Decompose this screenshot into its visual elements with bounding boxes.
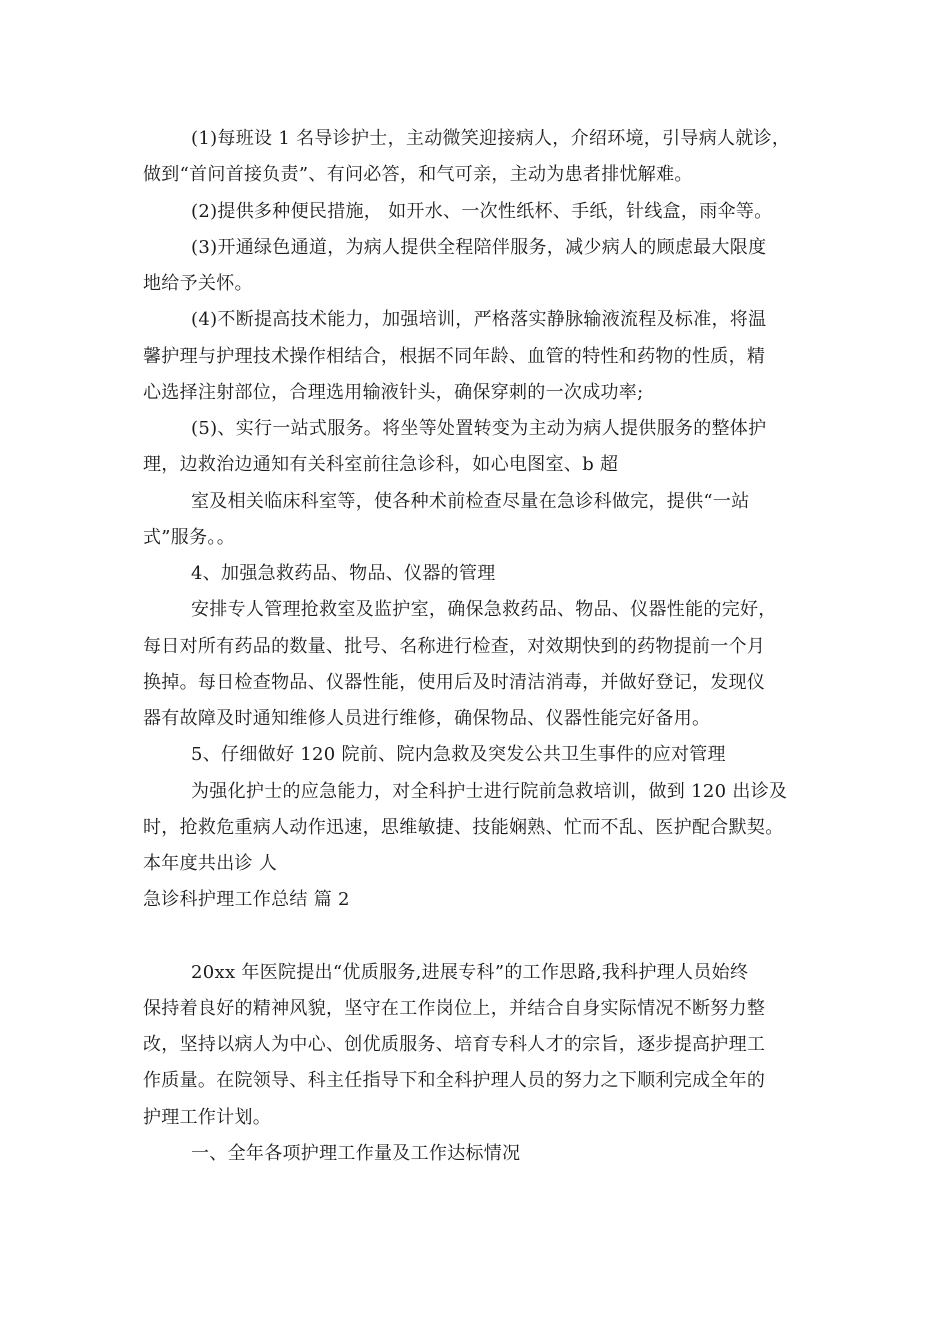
section-heading: 5、仔细做好 120 院前、院内急救及突发公共卫生事件的应对管理 bbox=[191, 744, 726, 765]
text-line: (3)开通绿色通道，为病人提供全程陪伴服务，减少病人的顾虑最大限度 bbox=[191, 237, 767, 258]
text-line: 20xx 年医院提出“优质服务,进展专科”的工作思路,我科护理人员始终 bbox=[191, 962, 749, 983]
section-heading: 4、加强急救药品、物品、仪器的管理 bbox=[191, 563, 496, 584]
text-line: 做到“首问首接负责”、有问必答，和气可亲，主动为患者排忧解难。 bbox=[143, 164, 693, 185]
text-line: 馨护理与护理技术操作相结合，根据不同年龄、血管的特性和药物的性质，精 bbox=[143, 346, 766, 367]
text-line: 地给予关怀。 bbox=[143, 273, 253, 294]
text-line: 保持着良好的精神风貌，坚守在工作岗位上，并结合自身实际情况不断努力整 bbox=[143, 998, 766, 1019]
text-line: 室及相关临床科室等，使各种术前检查尽量在急诊科做完，提供“一站 bbox=[191, 491, 750, 512]
text-line: (2)提供多种便民措施， 如开水、一次性纸杯、手纸，针线盒，雨伞等。 bbox=[191, 201, 773, 222]
text-line: 作质量。在院领导、科主任指导下和全科护理人员的努力之下顺利完成全年的 bbox=[143, 1070, 766, 1091]
text-line: 本年度共出诊 人 bbox=[143, 853, 278, 874]
text-line: 安排专人管理抢救室及监护室，确保急救药品、物品、仪器性能的完好， bbox=[191, 599, 777, 620]
text-line: 为强化护士的应急能力，对全科护士进行院前急救培训，做到 120 出诊及 bbox=[191, 781, 788, 802]
document-title: 急诊科护理工作总结 篇 2 bbox=[143, 889, 350, 910]
text-line: 每日对所有药品的数量、批号、名称进行检查，对效期快到的药物提前一个月 bbox=[143, 636, 766, 657]
text-line: 式”服务。。 bbox=[143, 527, 236, 548]
text-line: 改，坚持以病人为中心、创优质服务、培育专科人才的宗旨，逐步提高护理工 bbox=[143, 1034, 766, 1055]
text-line: 时，抢救危重病人动作迅速，思维敏捷、技能娴熟、忙而不乱、医护配合默契。 bbox=[143, 817, 784, 838]
text-line: 换掉。每日检查物品、仪器性能，使用后及时清洁消毒，并做好登记，发现仪 bbox=[143, 672, 766, 693]
text-line: 护理工作计划。 bbox=[143, 1107, 272, 1128]
text-line: (1)每班设 1 名导诊护士，主动微笑迎接病人，介绍环境，引导病人就诊， bbox=[191, 128, 791, 149]
section-heading: 一、全年各项护理工作量及工作达标情况 bbox=[191, 1143, 521, 1164]
text-line: 器有故障及时通知维修人员进行维修，确保物品、仪器性能完好备用。 bbox=[143, 708, 711, 729]
text-line: (4)不断提高技术能力，加强培训，严格落实静脉输液流程及标准，将温 bbox=[191, 309, 767, 330]
text-line: 心选择注射部位，合理选用输液针头，确保穿刺的一次成功率; bbox=[143, 382, 644, 403]
text-line: 理，边救治边通知有关科室前往急诊科，如心电图室、b 超 bbox=[143, 454, 619, 475]
text-line: (5)、实行一站式服务。将坐等处置转变为主动为病人提供服务的整体护 bbox=[191, 418, 767, 439]
